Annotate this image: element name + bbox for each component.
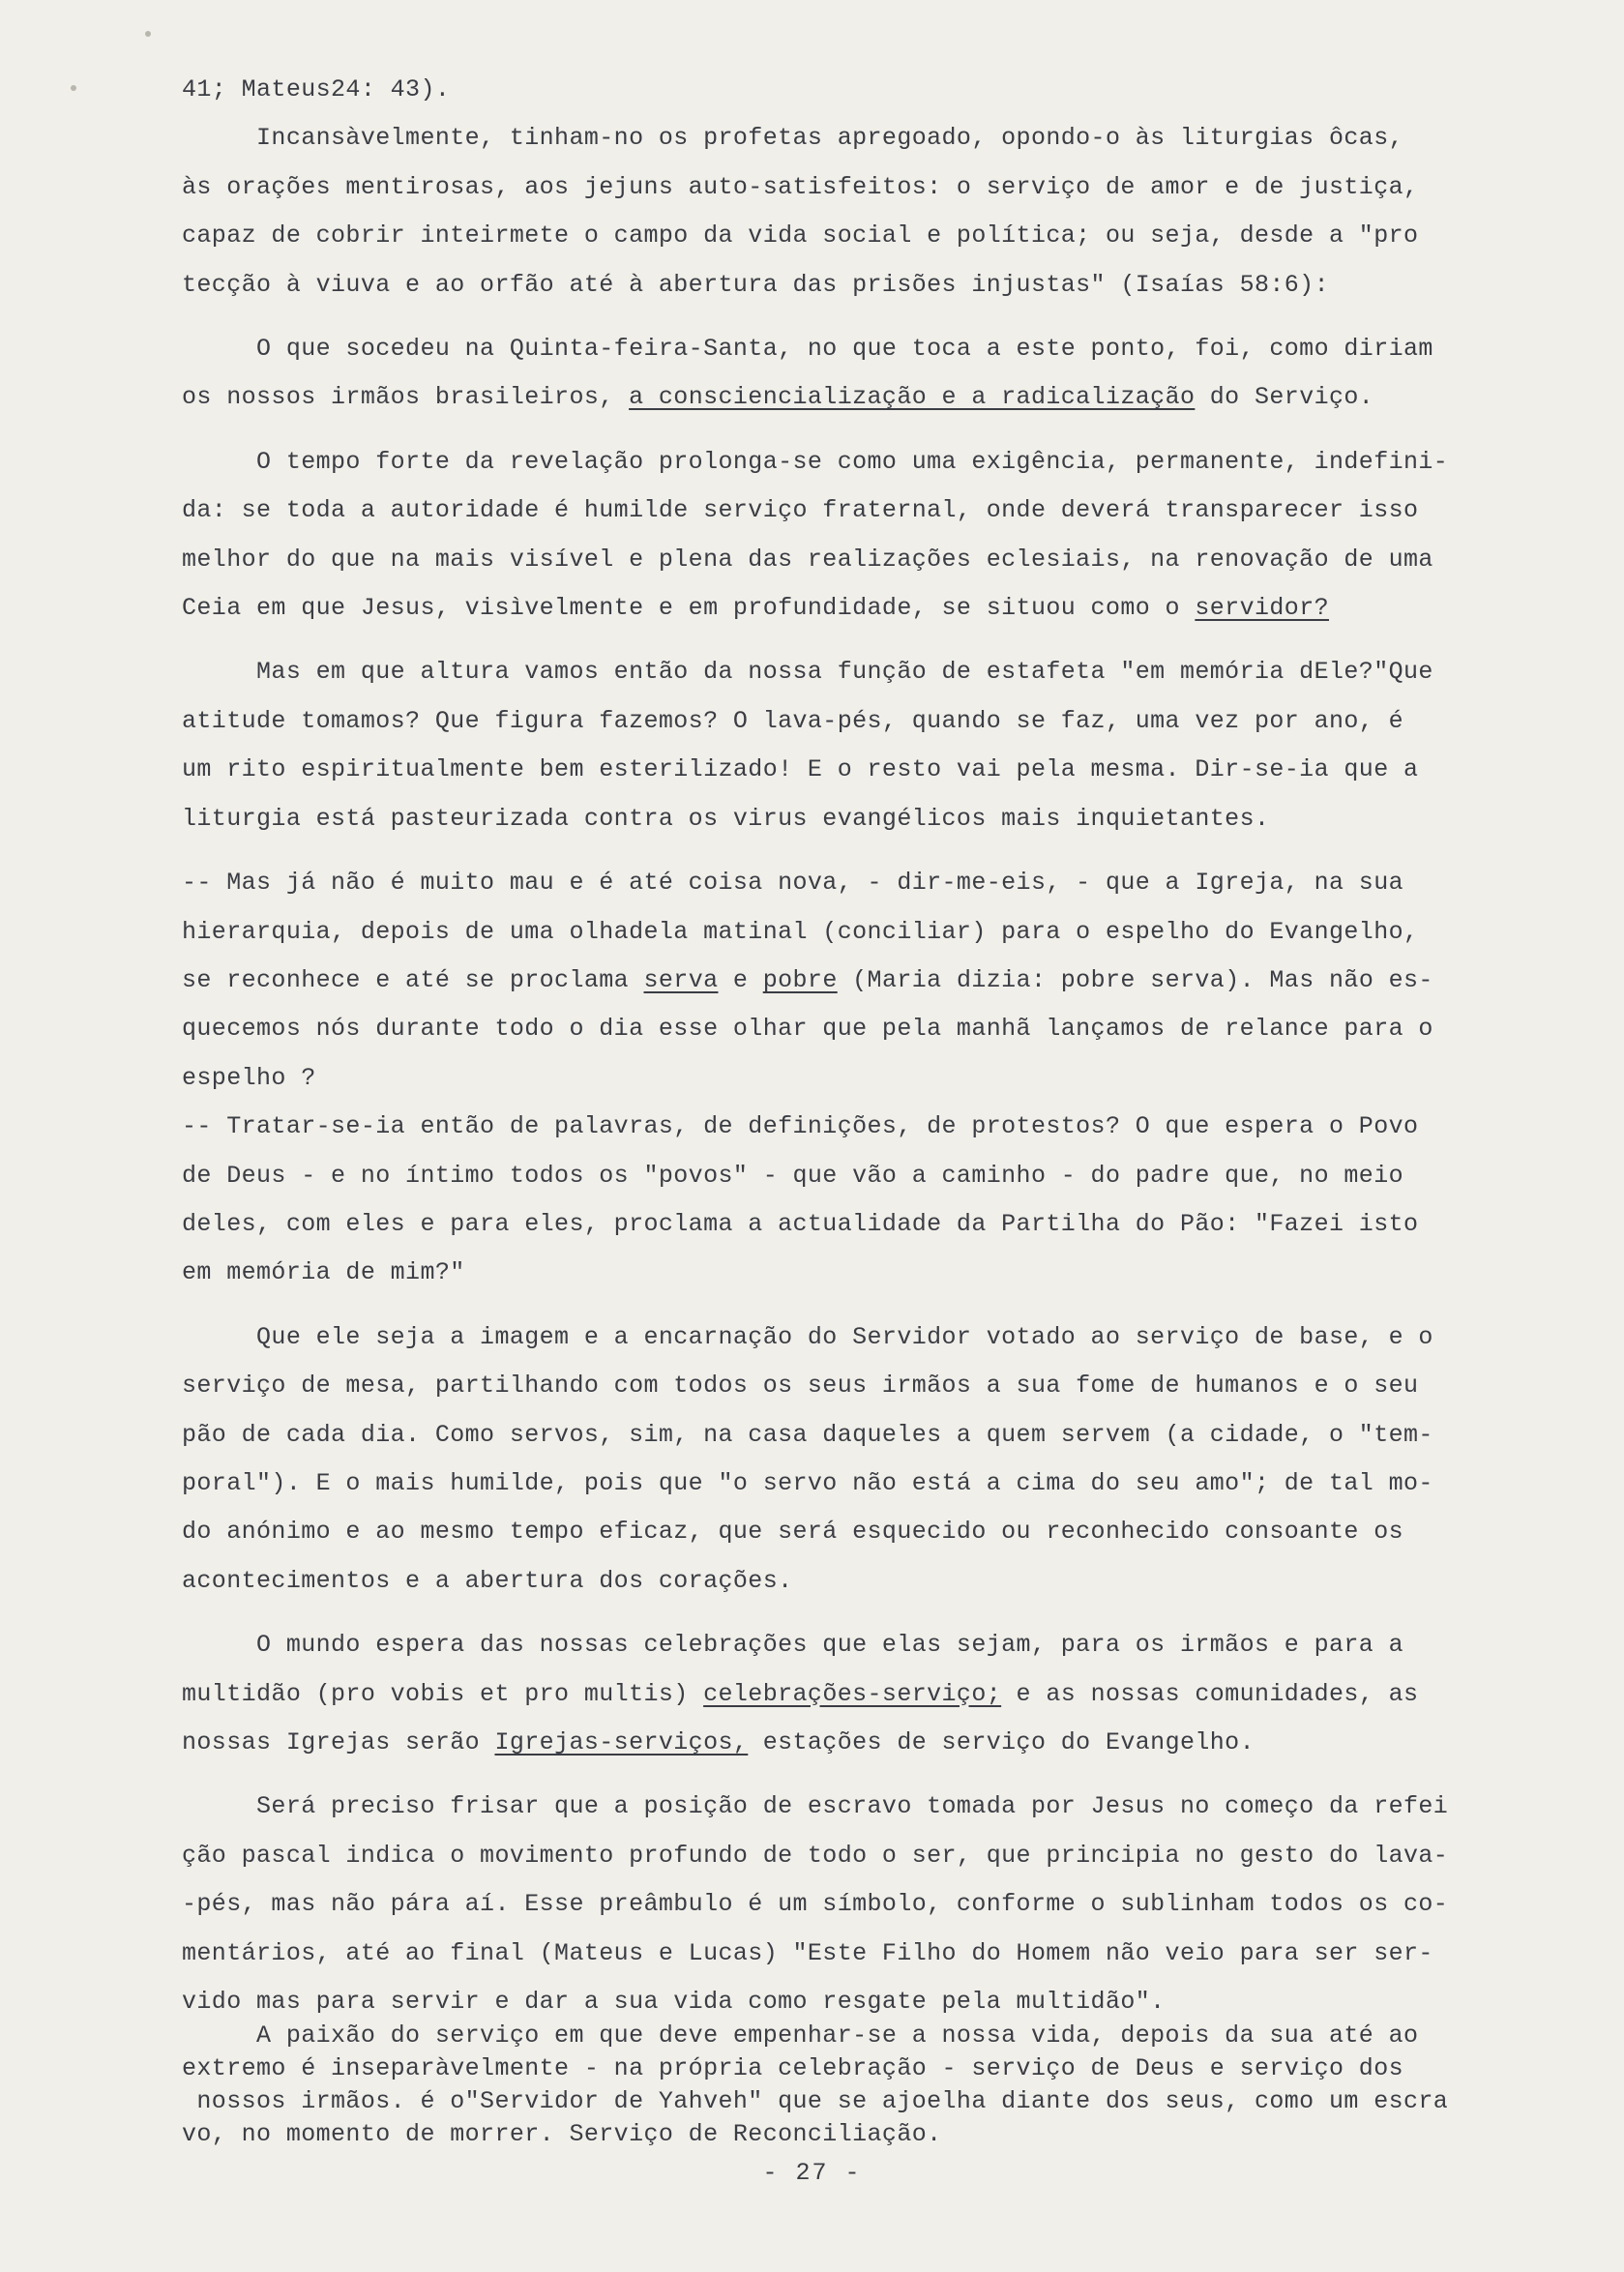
- text-line: Mas em que altura vamos então da nossa função de estafeta "em memória dEle?"Que: [182, 658, 1433, 687]
- paper-speck: [145, 31, 151, 37]
- underlined-phrase: pobre: [762, 965, 838, 994]
- page-number: - 27 -: [762, 2159, 862, 2187]
- text-line: -- Mas já não é muito mau e é até coisa nova, - dir-me-eis, - que a Igreja, na sua: [182, 869, 1403, 898]
- text-line: do anónimo e ao mesmo tempo eficaz, que será esquecido ou reconhecido consoante os: [182, 1518, 1403, 1547]
- text-line: vido mas para servir e dar a sua vida como resgate pela multidão".: [182, 1988, 1166, 2017]
- underlined-phrase: Igrejas-serviços,: [494, 1728, 749, 1756]
- text-line: nossas Igrejas serão Igrejas-serviços, estações de serviço do Evangelho.: [182, 1728, 1255, 1756]
- text-line: ção pascal indica o movimento profundo de todo o ser, que principia no gesto do lava-: [182, 1841, 1449, 1870]
- text-line: deles, com eles e para eles, proclama a actualidade da Partilha do Pão: "Fazei isto: [182, 1209, 1419, 1238]
- text-line: espelho ?: [182, 1063, 316, 1092]
- text-line: multidão (pro vobis et pro multis) celebrações-serviço; e as nossas comunidades, as: [182, 1679, 1419, 1708]
- closing-paragraph: [182, 2020, 1536, 2151]
- text-line: os nossos irmãos brasileiros, a consciencialização e a radicalização do Serviço.: [182, 383, 1374, 412]
- text-line: poral"). E o mais humilde, pois que "o servo não está a cima do seu amo"; de tal mo-: [182, 1468, 1433, 1497]
- body-text: [182, 66, 1536, 2026]
- text-line: às orações mentirosas, aos jejuns auto-satisfeitos: o serviço de amor e de justiça,: [182, 172, 1419, 201]
- text-line: hierarquia, depois de uma olhadela matinal (conciliar) para o espelho do Evangelho,: [182, 917, 1419, 946]
- text-line: capaz de cobrir inteirmete o campo da vida social e política; ou seja, desde a "pro: [182, 221, 1419, 251]
- text-line: nossos irmãos. é o"Servidor de Yahveh" que se ajoelha diante dos seus, como um escra: [182, 2087, 1449, 2115]
- underlined-phrase: celebrações-serviço;: [703, 1679, 1002, 1708]
- text-line: O mundo espera das nossas celebrações que elas sejam, para os irmãos e para a: [182, 1631, 1403, 1660]
- text-line: quecemos nós durante todo o dia esse olhar que pela manhã lançamos de relance para o: [182, 1015, 1433, 1044]
- text-line: se reconhece e até se proclama serva e pobre (Maria dizia: pobre serva). Mas não es-: [182, 965, 1433, 994]
- text-line: A paixão do serviço em que deve empenhar-se a nossa vida, depois da sua até ao: [182, 2021, 1419, 2050]
- text-line: vo, no momento de morrer. Serviço de Reconciliação.: [182, 2120, 942, 2148]
- text-line: atitude tomamos? Que figura fazemos? O lava-pés, quando se faz, uma vez por ano, é: [182, 706, 1403, 735]
- text-line: melhor do que na mais visível e plena das realizações eclesiais, na renovação de uma: [182, 545, 1433, 574]
- text-line: 41; Mateus24: 43).: [182, 75, 451, 103]
- text-line: mentários, até ao final (Mateus e Lucas) "Este Filho do Homem não veio para ser ser-: [182, 1938, 1433, 1967]
- text-line: Será preciso frisar que a posição de escravo tomada por Jesus no começo da refei: [182, 1792, 1449, 1821]
- underlined-phrase: serva: [643, 965, 719, 994]
- text-line: O que socedeu na Quinta-feira-Santa, no que toca a este ponto, foi, como diriam: [182, 335, 1433, 364]
- text-line: tecção à viuva e ao orfão até à abertura das prisões injustas" (Isaías 58:6):: [182, 270, 1329, 299]
- paper-speck: [71, 85, 76, 91]
- text-line: O tempo forte da revelação prolonga-se como uma exigência, permanente, indefini-: [182, 447, 1449, 476]
- text-line: de Deus - e no íntimo todos os "povos" - que vão a caminho - do padre que, no meio: [182, 1161, 1403, 1190]
- text-line: liturgia está pasteurizada contra os virus evangélicos mais inquietantes.: [182, 804, 1270, 833]
- text-line: -- Tratar-se-ia então de palavras, de definições, de protestos? O que espera o Povo: [182, 1112, 1419, 1141]
- text-line: extremo é inseparàvelmente - na própria celebração - serviço de Deus e serviço dos: [182, 2054, 1403, 2082]
- text-line: em memória de mim?": [182, 1258, 465, 1287]
- text-line: Que ele seja a imagem e a encarnação do Servidor votado ao serviço de base, e o: [182, 1322, 1433, 1351]
- text-line: Incansàvelmente, tinham-no os profetas apregoado, opondo-o às liturgias ôcas,: [182, 124, 1403, 153]
- text-line: da: se toda a autoridade é humilde serviço fraternal, onde deverá transparecer isso: [182, 496, 1419, 525]
- text-line: acontecimentos e a abertura dos corações.: [182, 1566, 793, 1595]
- underlined-phrase: a consciencialização e a radicalização: [629, 383, 1196, 412]
- text-line: -pés, mas não pára aí. Esse preâmbulo é um símbolo, conforme o sublinham todos os co-: [182, 1890, 1449, 1919]
- text-line: Ceia em que Jesus, visìvelmente e em profundidade, se situou como o servidor?: [182, 594, 1329, 623]
- text-line: pão de cada dia. Como servos, sim, na casa daqueles a quem servem (a cidade, o "tem-: [182, 1420, 1433, 1449]
- underlined-phrase: servidor?: [1195, 594, 1329, 623]
- text-line: um rito espiritualmente bem esterilizado! E o resto vai pela mesma. Dir-se-ia que a: [182, 755, 1419, 784]
- text-line: serviço de mesa, partilhando com todos os seus irmãos a sua fome de humanos e o seu: [182, 1372, 1419, 1401]
